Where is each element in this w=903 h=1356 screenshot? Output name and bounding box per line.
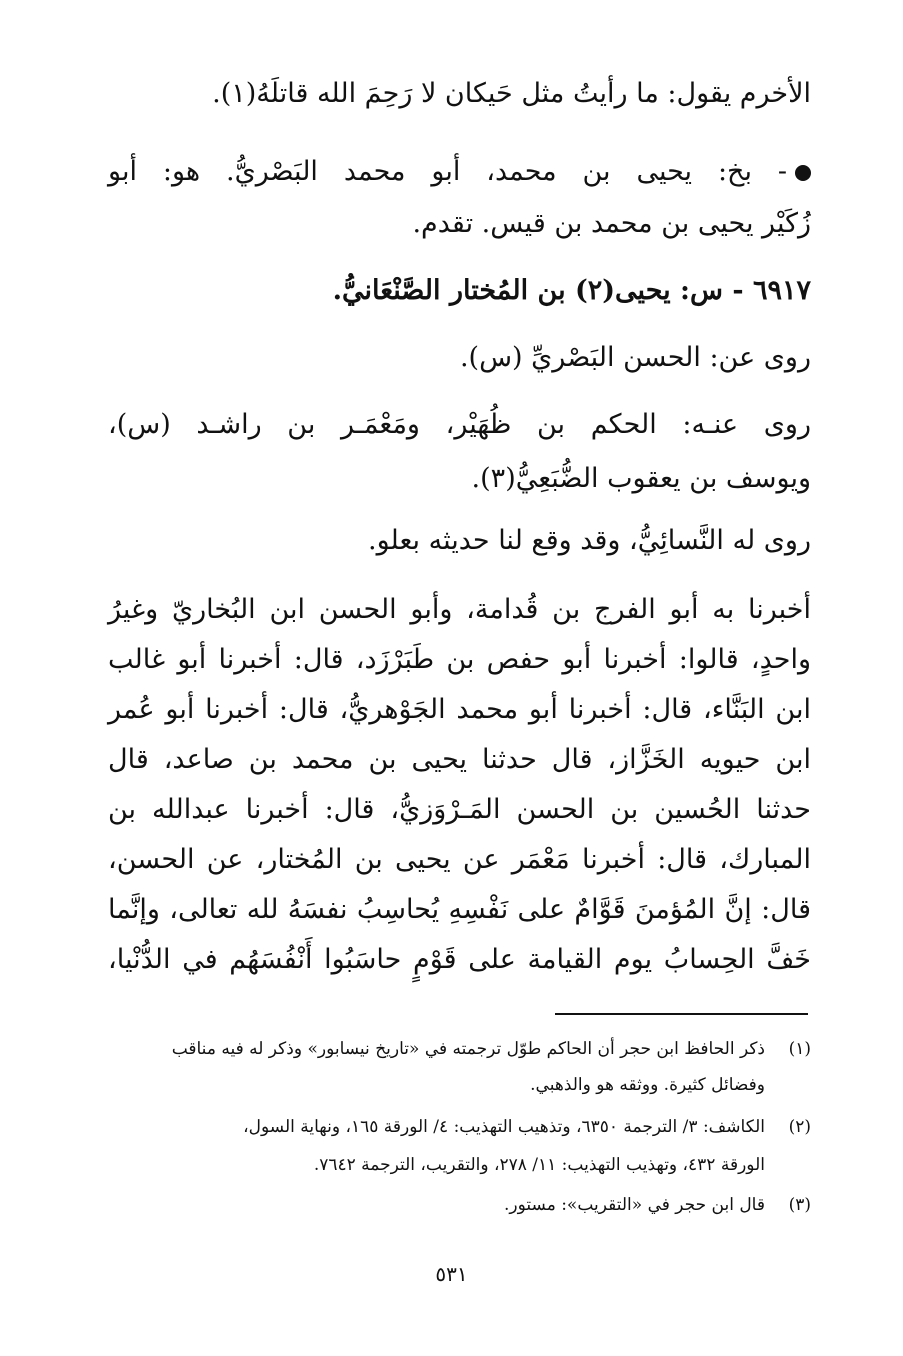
text-line: حدثنا الحُسين بن الحسن المَـرْوَزيُّ، قال: أخبرنا عبدالله بن [108, 794, 811, 825]
text-line: روى عن: الحسن البَصْريِّ (س). [459, 342, 811, 373]
text-line: أخبرنا به أبو الفرج بن قُدامة، وأبو الحسن ابن البُخاريّ وغيرُ [108, 594, 811, 625]
footnote [108, 1070, 811, 1100]
text-line: قال: إنَّ المُؤمنَ قَوَّامٌ على نَفْسِهِ يُحاسِبُ نفسَهُ لله تعالى، وإنَّما [108, 894, 811, 925]
bullet-icon [795, 165, 811, 181]
footnote [108, 1190, 811, 1220]
footnote-text: وفضائل كثيرة. ووثقه هو والذهبي. [530, 1075, 765, 1095]
text-line: المبارك، قال: أخبرنا مَعْمَر عن يحيى بن المُختار، عن الحسن، [108, 844, 811, 875]
entry-heading: ٦٩١٧ - س: يحيى(٢) بن المُختار الصَّنْعَانيُّ. [332, 275, 811, 306]
entry-text: - بخ: يحيى بن محمد، أبو محمد البَصْريُّ. هو: أبو [108, 156, 787, 187]
footnote-number: (١) [788, 1039, 811, 1059]
footnote [108, 1112, 811, 1142]
footnote-number: (٣) [788, 1195, 811, 1215]
text-line: واحدٍ، قالوا: أخبرنا أبو حفص بن طَبَرْزَد، قال: أخبرنا أبو غالب [108, 644, 811, 675]
text-line: زُكَيْر يحيى بن محمد بن قيس. تقدم. [412, 208, 811, 239]
text-line: ويوسف بن يعقوب الضُّبَعِيُّ(٣). [471, 463, 811, 494]
footnote-text: الكاشف: ٣/ الترجمة ٦٣٥٠، وتذهيب التهذيب: ٤/ الورقة ١٦٥، ونهاية السول، [243, 1117, 765, 1137]
page-number: ٥٣١ [435, 1262, 468, 1286]
text-line: ابن حيويه الخَزَّاز، قال حدثنا يحيى بن محمد بن صاعد، قال [108, 744, 811, 775]
footnote [108, 1150, 811, 1180]
text-line: خَفَّ الحِسابُ يوم القيامة على قَوْمٍ حاسَبُوا أَنْفُسَهُم في الدُّنْيا، [108, 944, 811, 975]
footnote-text: الورقة ٤٣٢، وتهذيب التهذيب: ١١/ ٢٧٨، والتقريب، الترجمة ٧٦٤٢. [313, 1155, 765, 1175]
text-line: روى له النَّسائِيُّ، وقد وقع لنا حديثه بعلو. [368, 525, 811, 556]
footnote-divider [555, 1013, 808, 1015]
text-line: ابن البَنَّاء، قال: أخبرنا أبو محمد الجَوْهريُّ، قال: أخبرنا أبو عُمر [108, 694, 811, 725]
text-line: روى عنـه: الحكم بن ظُهَيْر، ومَعْمَـر بن راشـد (س)، [108, 409, 811, 440]
text-line: الأخرم يقول: ما رأيتُ مثل حَيكان لا رَحِمَ الله قاتلَهُ(١). [212, 78, 811, 109]
footnote-number: (٢) [788, 1117, 811, 1137]
footnote-text: ذكر الحافظ ابن حجر أن الحاكم طوّل ترجمته في «تاريخ نيسابور» وذكر له فيه مناقب [171, 1039, 765, 1059]
entry-line [108, 152, 811, 192]
footnote [108, 1034, 811, 1064]
footnote-text: قال ابن حجر في «التقريب»: مستور. [504, 1195, 765, 1215]
